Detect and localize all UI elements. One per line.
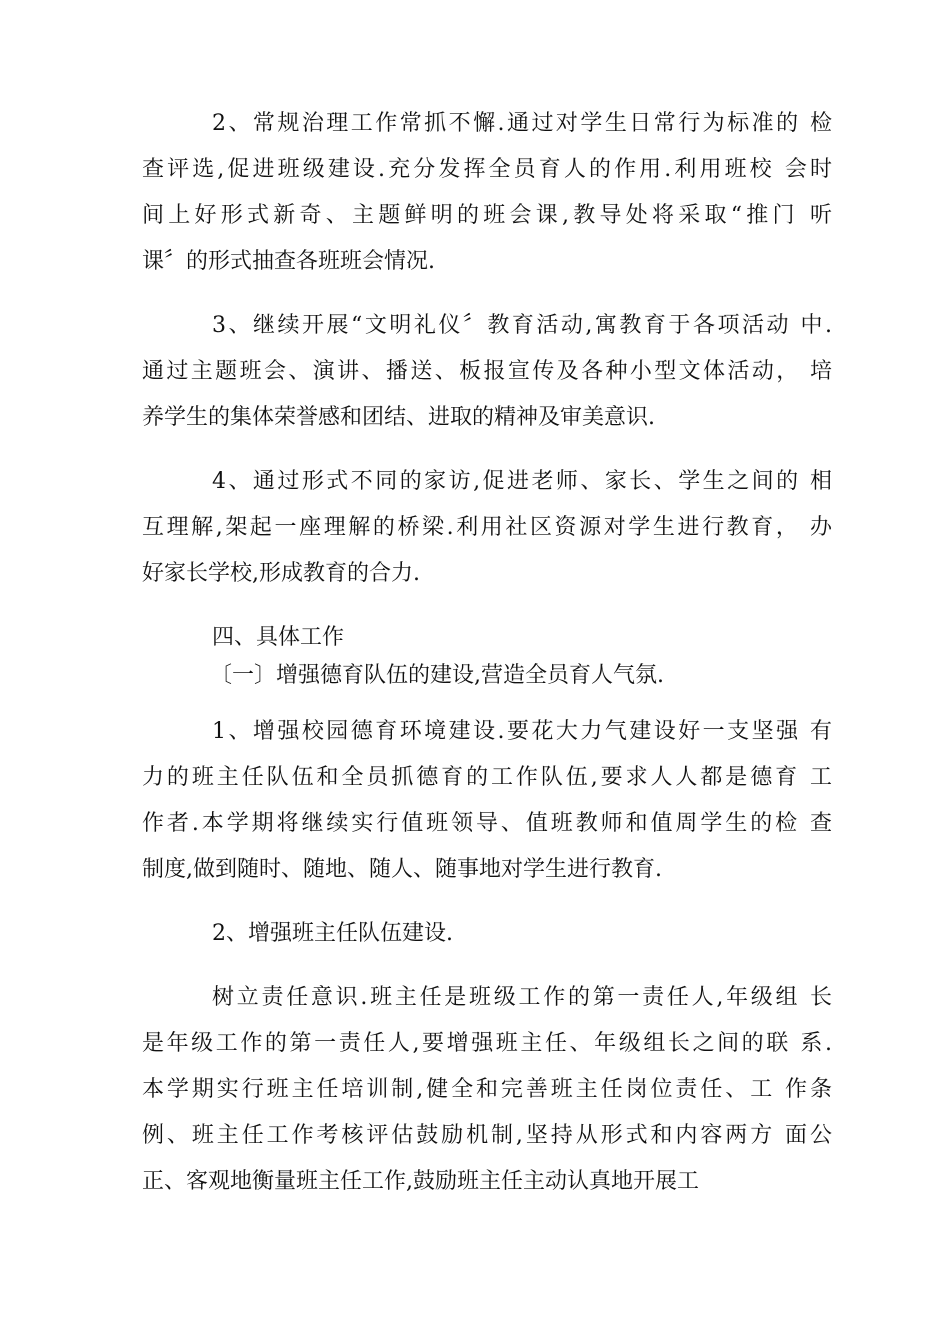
paragraph-civility-education bbox=[142, 303, 832, 441]
subsection-heading-moral-team bbox=[142, 661, 832, 691]
text-line: 是年级工作的第一责任人,要增强班主任、年级组长之间的联 系. bbox=[142, 1031, 832, 1056]
paragraph-routine-management bbox=[142, 101, 832, 285]
text-line: 1、增强校园德育环境建设.要花大力气建设好一支坚强 有 bbox=[212, 719, 832, 744]
paragraph-campus-environment bbox=[142, 709, 832, 893]
text-line: 查评选,促进班级建设.充分发挥全员育人的作用.利用班校 会时 bbox=[142, 157, 832, 182]
text-line: 例、班主任工作考核评估鼓励机制,坚持从形式和内容两方 面公 bbox=[142, 1123, 832, 1148]
text-line: 3、继续开展“文明礼仪〞教育活动,寓教育于各项活动 中. bbox=[212, 313, 832, 338]
text-line: 制度,做到随时、随地、随人、随事地对学生进行教育. bbox=[142, 857, 662, 882]
text-line: 养学生的集体荣誉感和团结、进取的精神及审美意识. bbox=[142, 405, 655, 430]
text-line: 4、通过形式不同的家访,促进老师、家长、学生之间的 相 bbox=[212, 469, 832, 494]
text-line: 力的班主任队伍和全员抓德育的工作队伍,要求人人都是德育 工 bbox=[142, 765, 832, 790]
text-line: 作者.本学期将继续实行值班领导、值班教师和值周学生的检 查 bbox=[142, 811, 832, 836]
text-line: 互理解,架起一座理解的桥梁.利用社区资源对学生进行教育， 办 bbox=[142, 515, 832, 540]
text-line: 2、常规治理工作常抓不懈.通过对学生日常行为标准的 检 bbox=[212, 111, 832, 136]
section-heading: 四、具体工作 bbox=[212, 625, 345, 650]
text-line: 本学期实行班主任培训制,健全和完善班主任岗位责任、工 作条 bbox=[142, 1077, 832, 1102]
text-line: 树立责任意识.班主任是班级工作的第一责任人,年级组 长 bbox=[212, 985, 832, 1010]
text-line: 间上好形式新奇、主题鲜明的班会课,教导处将采取“推门 听 bbox=[142, 203, 832, 228]
paragraph-head-teacher-team bbox=[142, 911, 832, 957]
document-body bbox=[142, 101, 832, 1205]
text-line: 正、客观地衡量班主任工作,鼓励班主任主动认真地开展工 bbox=[142, 1169, 699, 1194]
text-line: 通过主题班会、演讲、播送、板报宣传及各种小型文体活动， 培 bbox=[142, 359, 832, 384]
section-heading-specific-work bbox=[142, 615, 832, 661]
subsection-heading: 〔一〕增强德育队伍的建设,营造全员育人气氛. bbox=[210, 663, 664, 688]
paragraph-responsibility-awareness bbox=[142, 975, 832, 1205]
text-line: 好家长学校,形成教育的合力. bbox=[142, 561, 420, 586]
text-line: 2、增强班主任队伍建设. bbox=[212, 921, 453, 946]
text-line: 课〞的形式抽查各班班会情况. bbox=[142, 249, 435, 274]
paragraph-home-visits bbox=[142, 459, 832, 597]
